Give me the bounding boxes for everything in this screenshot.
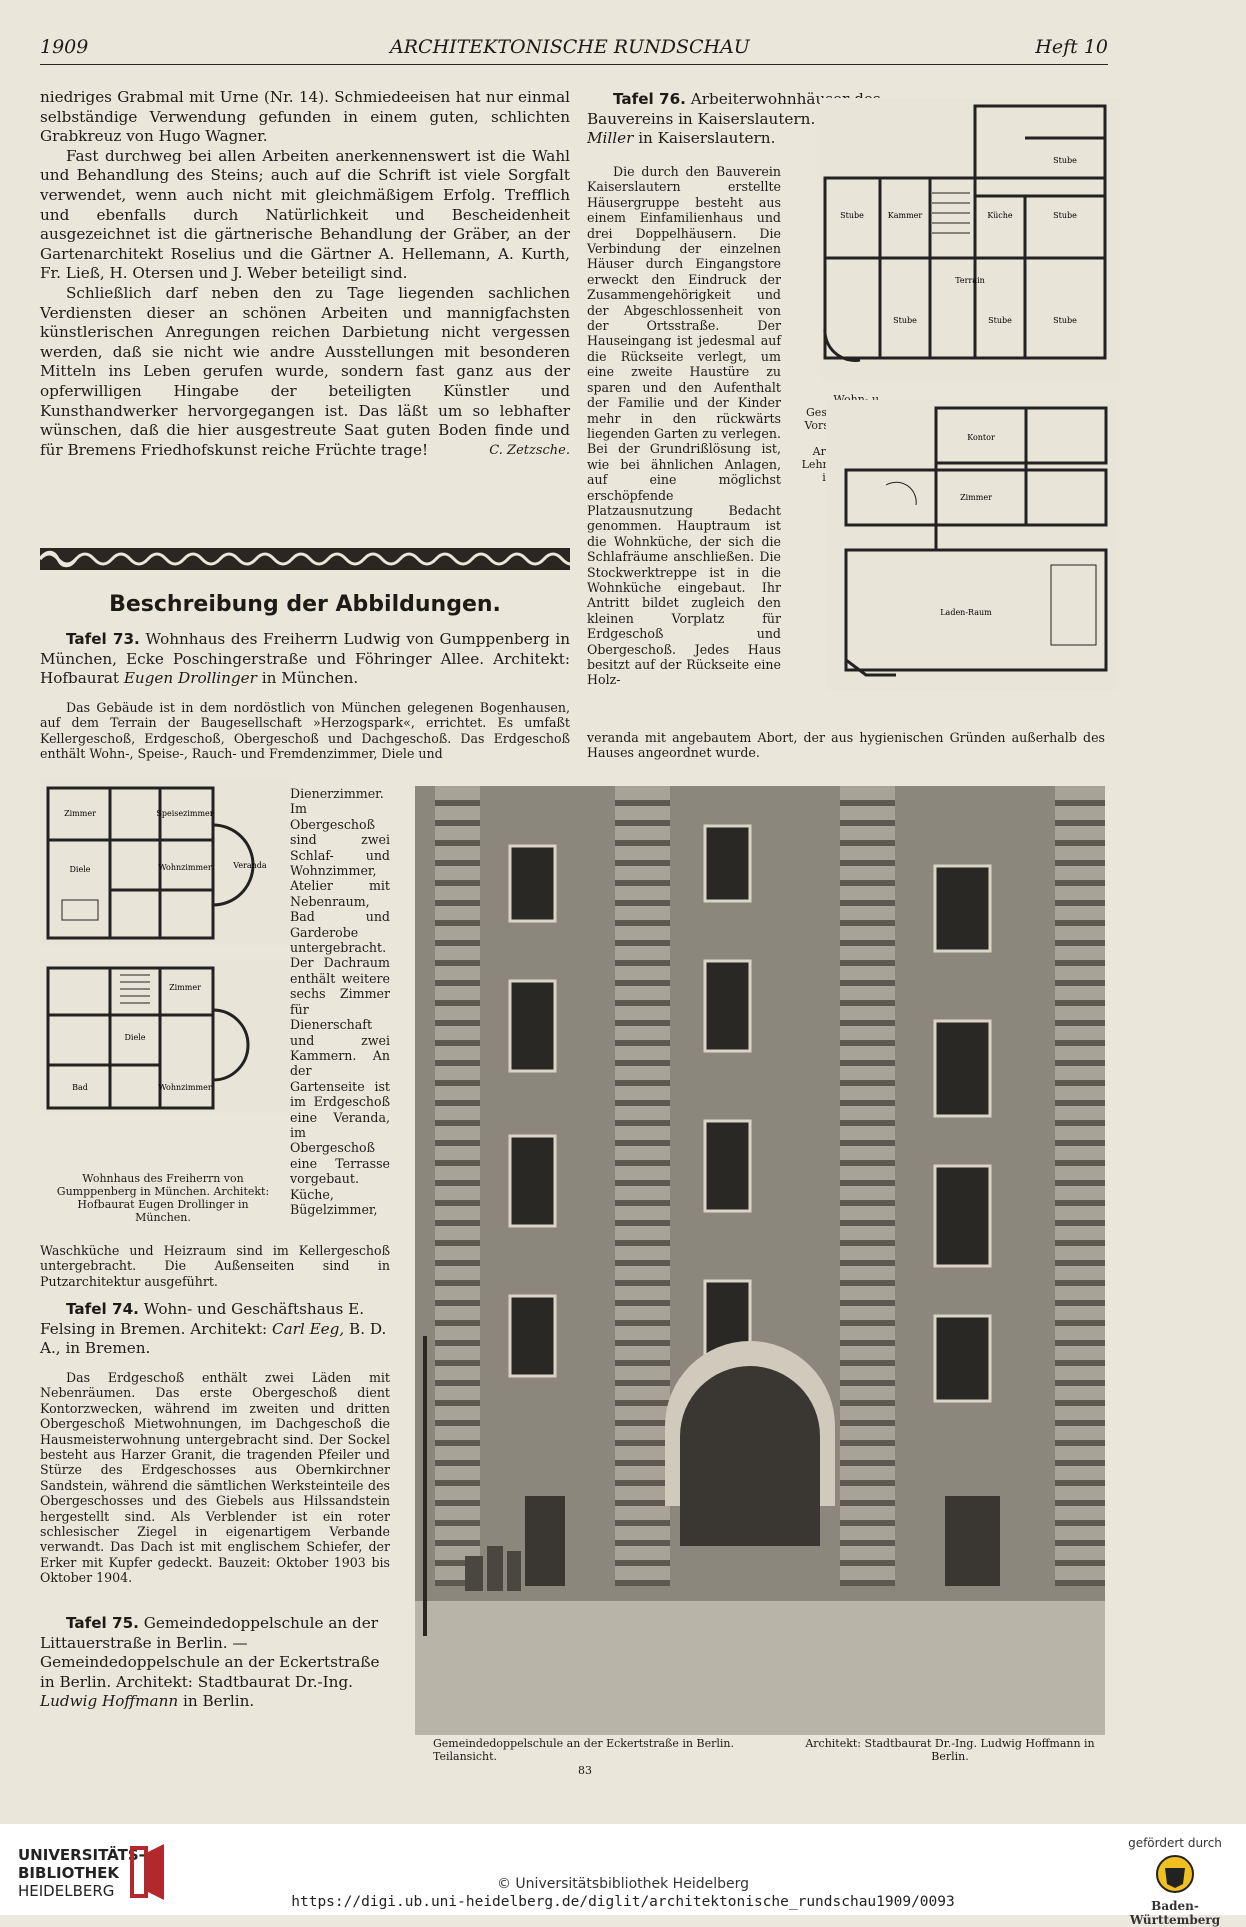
paragraph: Das Gebäude ist in dem nordöstlich von München gelegenen Bogenhausen, auf dem Terrain der Baugesellschaft »Herzogspark«, errichtet. Es umfaßt Kellergeschoß, Erdgeschoß, Obergeschoß und Dachgeschoß. Das Erdgeschoß enthält Wohn-, Speise-, Rauch- und Fremdenzimmer, Diele und <box>40 700 570 762</box>
tafel75-title-end: in Berlin. <box>183 1692 255 1711</box>
tafel73-heading-block <box>40 630 570 689</box>
tafel74-title: Wohn- und Geschäftshaus E. Felsing in Bremen. Architekt: <box>40 1300 365 1338</box>
plan-label: Kontor <box>967 433 995 442</box>
plan-label: Zimmer <box>169 983 201 992</box>
tafel73-title-end: in München. <box>261 669 359 688</box>
floorplan-gumppenberg-ground <box>40 780 290 945</box>
header-year: 1909 <box>40 36 89 58</box>
plan-label: Diele <box>69 865 91 874</box>
tafel74-title-end: B. D. A., in Bremen. <box>40 1319 387 1358</box>
library-logo-icon <box>128 1842 168 1902</box>
tafel76-architect: M. Miller <box>587 109 923 148</box>
plan-label: Wohnzimmer <box>158 863 212 872</box>
tafel76-title-end: in Kaiserslautern. <box>638 129 776 148</box>
tafel76-body <box>587 164 781 688</box>
tafel73-architect: Eugen Drollinger <box>123 669 257 688</box>
section-heading: Beschreibung der Abbildungen. <box>109 592 501 617</box>
header-issue: Heft 10 <box>1035 36 1108 58</box>
paragraph: niedriges Grabmal mit Urne (Nr. 14). Schmiedeeisen hat nur einmal selbständige Verwendung gefunden in einem guten, schlichten Grabkreuz von Hugo Wagner. <box>40 88 570 146</box>
plan-caption-hersfeld: Wohn- u. Geschäftshaus des Vorschußvereins in Hersfeld. Architekten: Th. Lehmann & G. Wolff in Halle a. S. <box>801 393 915 484</box>
logo-text: BIBLIOTHEK <box>18 1864 119 1882</box>
tafel75-architect: Ludwig Hoffmann <box>40 1692 179 1711</box>
tafel75-heading-block <box>40 1614 390 1712</box>
tafel73-body-full <box>40 700 570 762</box>
plan-caption-gumppenberg: Wohnhaus des Freiherrn von Gumppenberg in München. Architekt: Hofbaurat Eugen Drollinger in München. <box>56 1172 270 1224</box>
plan-label: Stube <box>1053 156 1077 165</box>
plan-label: Stube <box>988 316 1012 325</box>
tafel76-title: Arbeiterwohnhäuser des Bauvereins in Kaiserslautern. Architekt: <box>587 90 898 128</box>
plan-label: Diele <box>124 1033 146 1042</box>
paragraph: Die durch den Bauverein Kaiserslautern erstellte Häusergruppe besteht aus einem Einfamilienhaus und drei Doppelhäusern. Die Verbindung der einzelnen Häuser durch Eingangstore erweckt den Eindruck der Zusammengehörigkeit und der Abgeschlossenheit von der Ortsstraße. Der Hauseingang ist jedesmal auf die Rückseite verlegt, um eine zweite Haustüre zu sparen und den Aufenthalt der Familie und der Kinder mehr in den rückwärts liegenden Garten zu verlegen. Bei der Grundrißlösung ist, wie bei ähnlichen Anlagen, auf eine möglichst erschöpfende Platzausnutzung Bedacht genommen. Hauptraum ist die Wohnküche, der sich die Schlafräume anschließen. Die Stockwerktreppe ist in die Wohnküche eingebaut. Ihr Antritt bildet zugleich den kleinen Vorplatz für Erdgeschoß und Obergeschoß. Jedes Haus besitzt auf der Rückseite eine Holz- <box>587 164 781 688</box>
tafel74-architect: Carl Eeg, <box>271 1319 345 1338</box>
plan-label: Stube <box>840 211 864 220</box>
author-signature: C. Zetzsche. <box>489 442 570 458</box>
tafel75-title: Gemeindedoppelschule an der Littauerstraße in Berlin. — Gemeindedoppelschule an der Eckertstraße in Berlin. Architekt: Stadtbaurat Dr.-Ing. <box>40 1614 380 1691</box>
plan-label: Zimmer <box>64 809 96 818</box>
tafel73-body-narrow: Dienerzimmer. Im Obergeschoß sind zwei Schlaf- und Wohnzimmer, Atelier mit Nebenraum, Bad und Garderobe untergebracht. Der Dachraum enthält weitere sechs Zimmer für Dienerschaft und zwei Kammern. An der Gartenseite ist im Erdgeschoß eine Veranda, im Obergeschoß eine Terrasse vorgebaut. Küche, Bügelzimmer, <box>290 786 390 1217</box>
floorplan-hersfeld <box>826 400 1116 690</box>
tafel76-body-end: veranda mit angebautem Abort, der aus hygienischen Gründen außerhalb des Hauses angeordnet wurde. <box>587 730 1105 761</box>
tafel76-label: Tafel 76. <box>613 90 686 108</box>
tafel75-label: Tafel 75. <box>66 1614 139 1632</box>
plan-label: Kammer <box>887 211 923 220</box>
plan-label: Stube <box>1053 316 1077 325</box>
photo-school-facade <box>415 786 1105 1735</box>
plan-label: Bad <box>72 1083 88 1092</box>
floorplan-kaiserslautern <box>820 98 1120 383</box>
tafel74-body <box>40 1370 390 1586</box>
plan-label: Terrain <box>955 276 985 285</box>
paragraph <box>40 284 570 460</box>
plan-label: Laden-Raum <box>940 608 992 617</box>
state-emblem-icon <box>1155 1854 1195 1894</box>
plan-label: Wohnzimmer <box>158 1083 212 1092</box>
paragraph: Das Erdgeschoß enthält zwei Läden mit Nebenräumen. Das erste Obergeschoß dient Kontorzwecken, während im zweiten und dritten Obergeschoß Mietwohnungen, im Dachgeschoß die Hausmeisterwohnung untergebracht sind. Der Sockel besteht aus Harzer Granit, die tragenden Pfeiler und Stürze des Erdgeschosses aus Obernkirchner Sandstein, während die sämtlichen Werksteinteile des Obergeschosses und des Giebels aus Hilssandstein hergestellt sind. Als Verblender ist ein roter schlesischer Ziegel in eigenartigem Verbande verwandt. Das Dach ist mit englischem Schiefer, der Erker mit Kupfer gedeckt. Bauzeit: Oktober 1903 bis Oktober 1904. <box>40 1370 390 1586</box>
library-footer <box>0 1824 1246 1927</box>
source-url[interactable]: https://digi.ub.uni-heidelberg.de/diglit/architektonische_rundschau1909/0093 <box>291 1894 955 1910</box>
running-header <box>40 34 1108 65</box>
paragraph: Fast durchweg bei allen Arbeiten anerkennenswert ist die Wahl und Behandlung des Steins; auch auf die Schrift ist viele Sorgfalt verwendet, wenn auch nicht mit gleichmäßigem Erfolg. Trefflich und ebenfalls durch Natürlichkeit und Bescheidenheit ausgezeichnet ist die gärtnerische Behandlung der Gräber, an der Gartenarchitekt Roselius und die Gärtner A. Hellemann, A. Kurth, Fr. Ließ, H. Otersen und J. Weber beteiligt sind. <box>40 146 570 283</box>
logo-text: UNIVERSITÄTS- <box>18 1846 145 1864</box>
tafel74-heading-block <box>40 1300 390 1359</box>
header-title: ARCHITEKTONISCHE RUNDSCHAU <box>390 36 750 58</box>
plan-label: Zimmer <box>960 493 992 502</box>
tafel74-label: Tafel 74. <box>66 1300 139 1318</box>
funding-logo <box>1120 1836 1230 1927</box>
plan-label: Speisezimmer <box>156 809 214 818</box>
state-label: Baden-Württemberg <box>1129 1899 1221 1927</box>
ornament-band <box>40 548 570 570</box>
tafel73-label: Tafel 73. <box>66 630 140 648</box>
paragraph-text: Schließlich darf neben den zu Tage liegenden sachlichen Verdiensten dieser an schönen Arbeiten und mannigfachsten künstlerischen Anregungen reichen Darbietung nicht vergessen werden, daß sie nicht wie andre Ausstellungen mit besonderen Mitteln ins Leben gerufen wurde, sondern fast ganz aus der opferwilligen Hingabe der beteiligten Künstler und Kunsthandwerker hervorgegangen ist. Das läßt um so lebhafter wünschen, daß die hier ausgestreute Saat guten Boden finde und für Bremens Friedhofskunst reiche Früchte trage! <box>40 283 570 459</box>
tafel73-body-end: Waschküche und Heizraum sind im Kellergeschoß untergebracht. Die Außenseiten sind in Putzarchitektur ausgeführt. <box>40 1243 390 1289</box>
photo-caption-right: Architekt: Stadtbaurat Dr.-Ing. Ludwig Hoffmann in Berlin. <box>805 1737 1095 1763</box>
plan-label: Veranda <box>233 861 267 870</box>
plan-label: Stube <box>1053 211 1077 220</box>
copyright-text: © Universitätsbibliothek Heidelberg <box>496 1876 749 1892</box>
page-number: 83 <box>578 1764 592 1777</box>
funded-label: gefördert durch <box>1128 1836 1222 1850</box>
floorplan-gumppenberg-upper <box>40 960 290 1115</box>
photo-caption-left: Gemeindedoppelschule an der Eckertstraße in Berlin. Teilansicht. <box>433 1737 734 1763</box>
plan-label: Stube <box>893 316 917 325</box>
plan-label: Küche <box>987 211 1013 220</box>
logo-text: HEIDELBERG <box>18 1882 115 1900</box>
left-column-article <box>40 88 570 460</box>
tafel73-title: Wohnhaus des Freiherrn Ludwig von Gumppenberg in München, Ecke Poschingerstraße und Föhringer Allee. Architekt: Hofbaurat <box>40 630 570 688</box>
